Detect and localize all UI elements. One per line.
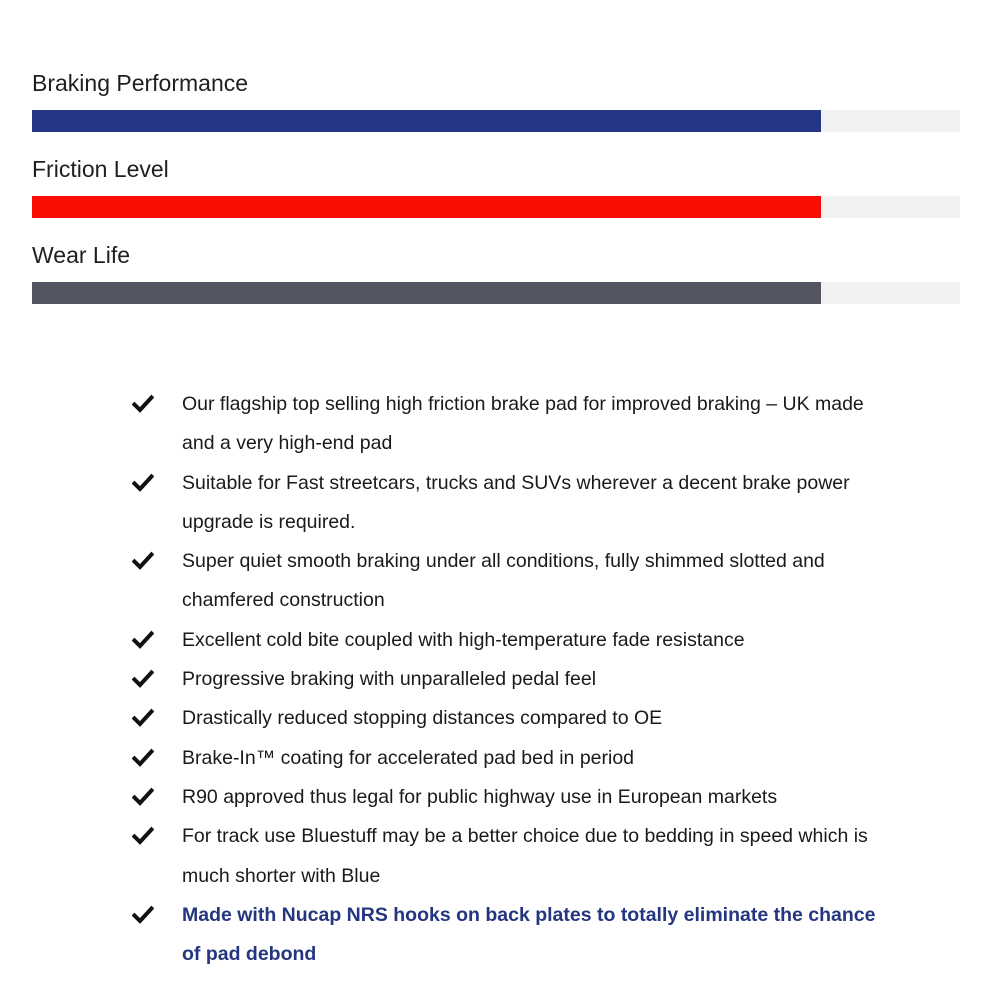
feature-text: For track use Bluestuff may be a better choice due to bedding in speed which is much shorter with Blue [182,825,868,887]
feature-text: Made with Nucap NRS hooks on back plates to totally eliminate the chance of pad debond [182,903,876,966]
feature-text: Suitable for Fast streetcars, trucks and SUVs wherever a decent brake power upgrade is required. [182,471,850,533]
checkmark-icon [132,708,154,728]
checkmark-icon [132,394,154,414]
feature-text: Our flagship top selling high friction brake pad for improved braking – UK made and a very high-end pad [182,393,864,455]
performance-ratings [32,68,960,326]
checkmark-icon [132,630,154,650]
rating-bar-track [32,196,960,218]
feature-item [132,464,892,543]
rating-bar-track [32,110,960,132]
rating-friction-level [32,154,960,218]
feature-item [132,542,892,621]
checkmark-icon [132,905,154,925]
rating-label: Friction Level [32,156,169,182]
feature-text: Progressive braking with unparalleled pedal feel [182,668,597,691]
rating-label: Wear Life [32,242,131,268]
rating-bar-fill [32,282,821,304]
feature-item [132,385,892,464]
rating-braking-performance [32,68,960,132]
checkmark-icon [132,748,154,768]
rating-bar-fill [32,110,821,132]
checkmark-icon [132,826,154,846]
checkmark-icon [132,669,154,689]
feature-item [132,778,892,817]
checkmark-icon [132,551,154,571]
feature-item [132,699,892,738]
feature-item [132,896,892,975]
feature-item [132,739,892,778]
checkmark-icon [132,473,154,493]
feature-item [132,660,892,699]
feature-list [132,385,892,974]
feature-text: Super quiet smooth braking under all conditions, fully shimmed slotted and chamfered construction [182,550,825,612]
feature-text: R90 approved thus legal for public highway use in European markets [182,785,778,808]
checkmark-icon [132,787,154,807]
feature-item [132,621,892,660]
rating-bar-fill [32,196,821,218]
feature-text: Excellent cold bite coupled with high-temperature fade resistance [182,628,745,651]
rating-wear-life [32,240,960,304]
rating-bar-track [32,282,960,304]
feature-text: Brake-In™ coating for accelerated pad bed in period [182,746,635,769]
feature-item [132,817,892,896]
rating-label: Braking Performance [32,70,249,96]
feature-text: Drastically reduced stopping distances compared to OE [182,707,663,730]
